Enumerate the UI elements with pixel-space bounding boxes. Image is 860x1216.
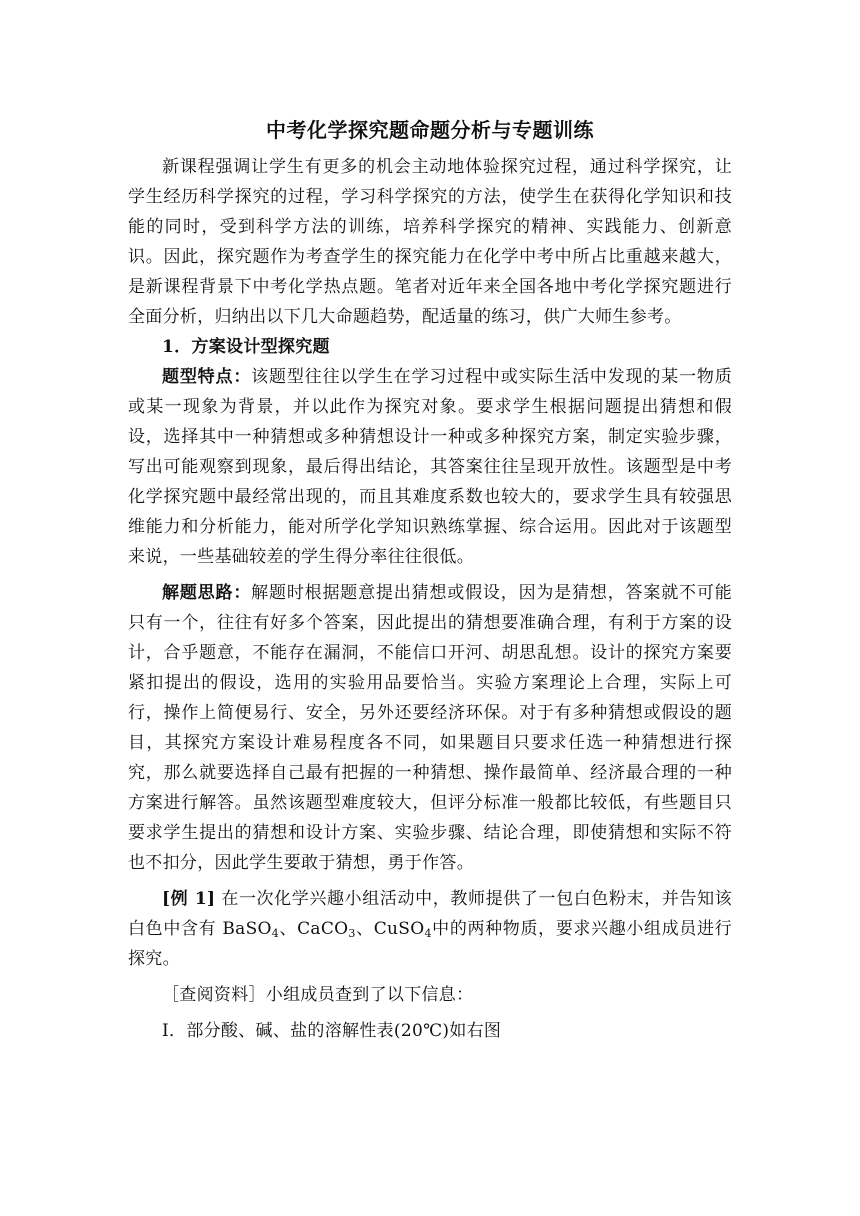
example-paragraph <box>128 884 732 974</box>
approach-paragraph <box>128 578 732 878</box>
document-body <box>128 152 732 1046</box>
example-text-1: 在一次化学兴趣小组活动中，教师提供了一包白色粉末，并告知该白色中含有 BaSO <box>128 889 732 939</box>
section-heading: 1．方案设计型探究题 <box>162 337 330 357</box>
features-paragraph <box>128 362 732 572</box>
subscript-3: 3 <box>348 927 356 940</box>
features-label: 题型特点： <box>162 367 252 387</box>
example-text-2: 、CaCO <box>279 919 349 939</box>
example-text-3: 、CuSO <box>355 919 425 939</box>
item1-line: Ⅰ．部分酸、碱、盐的溶解性表(20℃)如右图 <box>162 1021 502 1041</box>
subscript-4a: 4 <box>271 927 280 940</box>
example-text-4: 中的两种物质，要求兴趣小组成员进行探究。 <box>128 919 732 969</box>
document-title: 中考化学探究题命题分析与专题训练 <box>266 118 594 142</box>
features-text: 该题型往往以学生在学习过程中或实际生活中发现的某一物质或某一现象为背景，并以此作为探究对象。要求学生根据问题提出猜想和假设，选择其中一种猜想或多种猜想设计一种或多种探究方案，制定实验步骤，写出可能观察到现象，最后得出结论，其答案往往呈现开放性。该题型是中考化学探究题中最经常出现的，而且其难度系数也较大的，要求学生具有较强思维能力和分析能力，能对所学化学知识熟练掌握、综合运用。因此对于该题型来说，一些基础较差的学生得分率往往很低。 <box>128 367 733 567</box>
approach-text: 解题时根据题意提出猜想或假设，因为是猜想，答案就不可能只有一个，往往有好多个答案，因此提出的猜想要准确合理，有利于方案的设计，合乎题意，不能存在漏洞，不能信口开河、胡思乱想。设计的探究方案要紧扣提出的假设，选用的实验用品要恰当。实验方案理论上合理，实际上可行，操作上简便易行、安全，另外还要经济环保。对于有多种猜想或假设的题目，其探究方案设计难易程度各不同，如果题目只要求任选一种猜想进行探究，那么就要选择自己最有把握的一种猜想、操作最简单、经济最合理的一种方案进行解答。虽然该题型难度较大，但评分标准一般都比较低，有些题目只要求学生提出的猜想和设计方案、实验步骤、结论合理，即使猜想和实际不符也不扣分，因此学生要敢于猜想，勇于作答。 <box>128 583 733 873</box>
approach-label: 解题思路： <box>162 583 252 603</box>
example-label: [例 1] <box>162 889 216 909</box>
reference-line: ［查阅资料］小组成员查到了以下信息： <box>162 985 474 1005</box>
intro-paragraph: 新课程强调让学生有更多的机会主动地体验探究过程，通过科学探究，让学生经历科学探究的过程，学习科学探究的方法，使学生在获得化学知识和技能的同时，受到科学方法的训练，培养科学探究的精神、实践能力、创新意识。因此，探究题作为考查学生的探究能力在化学中考中所占比重越来越大，是新课程背景下中考化学热点题。笔者对近年来全国各地中考化学探究题进行全面分析，归纳出以下几大命题趋势，配适量的练习，供广大师生参考。 <box>128 157 732 327</box>
subscript-4b: 4 <box>424 927 432 940</box>
